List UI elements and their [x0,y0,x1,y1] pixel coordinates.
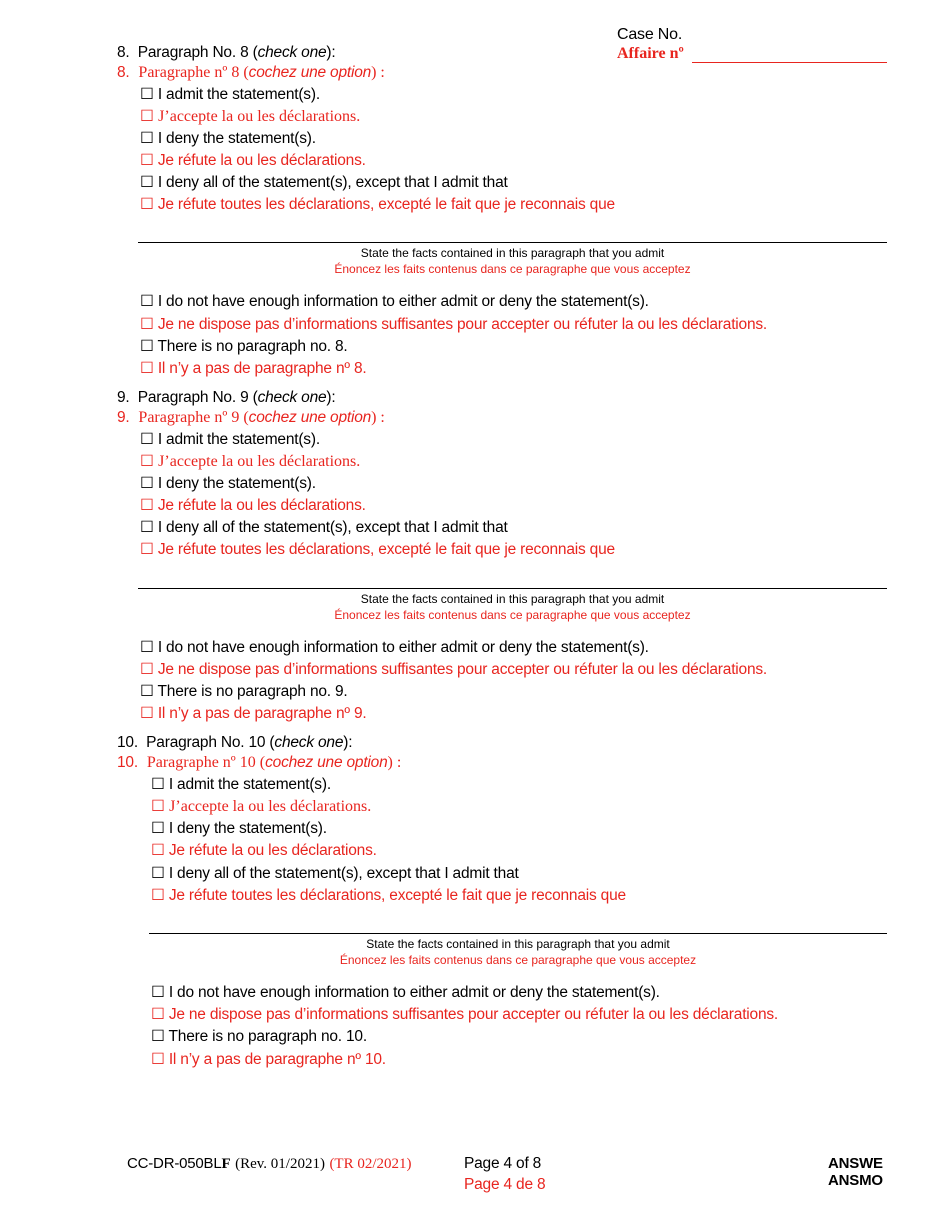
option-nopara-fr[interactable]: ☐ Il n’y a pas de paragraphe nº 8. [140,360,367,377]
option-noinfo-en[interactable]: ☐ I do not have enough information to either admit or deny the statement(s). [151,984,660,1001]
section-title-en: 9. Paragraph No. 9 (check one): [117,389,336,406]
form-title-en: ANSWE [828,1155,883,1172]
option-noinfo-fr[interactable]: ☐ Je ne dispose pas d’informations suffisantes pour accepter ou réfuter la ou les déclarations. [151,1006,779,1023]
option-nopara-en[interactable]: ☐ There is no paragraph no. 10. [151,1028,367,1045]
section-number: 8. [117,44,130,61]
checkbox[interactable]: ☐ [140,174,154,191]
section-number: 10. [117,754,138,771]
option-nopara-en[interactable]: ☐ There is no paragraph no. 9. [140,683,348,700]
checkbox[interactable]: ☐ [151,865,165,882]
option-nopara-fr[interactable]: ☐ Il n’y a pas de paragraphe nº 9. [140,705,367,722]
checkbox[interactable]: ☐ [140,108,154,125]
checkbox[interactable]: ☐ [151,798,165,815]
page-number-en: Page 4 of 8 [464,1155,542,1172]
option-deny-en[interactable]: ☐ I deny the statement(s). [140,475,316,492]
checkbox[interactable]: ☐ [140,541,154,558]
facts-caption-fr: Énoncez les faits contenus dans ce paragraphe que vous acceptez [334,608,691,622]
checkbox[interactable]: ☐ [151,1028,165,1045]
checkbox[interactable]: ☐ [151,984,165,1001]
checkbox[interactable]: ☐ [140,705,154,722]
checkbox[interactable]: ☐ [140,293,154,310]
section-number: 8. [117,64,130,81]
option-admit-fr[interactable]: ☐ J’accepte la ou les déclarations. [140,453,361,470]
facts-input-line[interactable] [138,242,887,243]
checkbox[interactable]: ☐ [140,360,154,377]
option-nopara-fr[interactable]: ☐ Il n’y a pas de paragraphe nº 10. [151,1051,386,1068]
checkbox[interactable]: ☐ [140,86,154,103]
option-noinfo-fr[interactable]: ☐ Je ne dispose pas d’informations suffisantes pour accepter ou réfuter la ou les déclarations. [140,661,768,678]
option-deny-fr[interactable]: ☐ Je réfute la ou les déclarations. [151,842,377,859]
checkbox[interactable]: ☐ [151,1051,165,1068]
section-title-fr: 10. Paragraphe nº 10 (cochez une option) : [117,754,402,771]
checkbox[interactable]: ☐ [140,338,154,355]
option-admit-fr[interactable]: ☐ J’accepte la ou les déclarations. [140,108,361,125]
section-title-fr: 8. Paragraphe nº 8 (cochez une option) : [117,64,385,81]
section-title-en: 8. Paragraph No. 8 (check one): [117,44,336,61]
option-except-en[interactable]: ☐ I deny all of the statement(s), except that I admit that [140,519,508,536]
checkbox[interactable]: ☐ [151,887,165,904]
option-admit-fr[interactable]: ☐ J’accepte la ou les déclarations. [151,798,372,815]
option-noinfo-en[interactable]: ☐ I do not have enough information to either admit or deny the statement(s). [140,639,649,656]
option-admit-en[interactable]: ☐ I admit the statement(s). [151,776,331,793]
option-deny-en[interactable]: ☐ I deny the statement(s). [140,130,316,147]
checkbox[interactable]: ☐ [140,196,154,213]
option-nopara-en[interactable]: ☐ There is no paragraph no. 8. [140,338,348,355]
facts-caption-en: State the facts contained in this paragraph that you admit [366,937,670,951]
checkbox[interactable]: ☐ [151,842,165,859]
option-except-en[interactable]: ☐ I deny all of the statement(s), except that I admit that [140,174,508,191]
checkbox[interactable]: ☐ [140,475,154,492]
form-title-fr: ANSMO [828,1172,883,1189]
option-except-fr[interactable]: ☐ Je réfute toutes les déclarations, excepté le fait que je reconnais que [151,887,626,904]
facts-caption-en: State the facts contained in this paragraph that you admit [360,592,665,606]
checkbox[interactable]: ☐ [140,497,154,514]
page-number-fr: Page 4 de 8 [464,1176,546,1193]
option-noinfo-en[interactable]: ☐ I do not have enough information to either admit or deny the statement(s). [140,293,649,310]
option-deny-fr[interactable]: ☐ Je réfute la ou les déclarations. [140,152,366,169]
checkbox[interactable]: ☐ [151,1006,165,1023]
option-deny-fr[interactable]: ☐ Je réfute la ou les déclarations. [140,497,366,514]
facts-caption-fr: Énoncez les faits contenus dans ce paragraphe que vous acceptez [334,262,691,276]
checkbox[interactable]: ☐ [140,683,154,700]
checkbox[interactable]: ☐ [140,431,154,448]
option-except-en[interactable]: ☐ I deny all of the statement(s), except that I admit that [151,865,519,882]
section-title-en: 10. Paragraph No. 10 (check one): [117,734,353,751]
facts-caption-en: State the facts contained in this paragraph that you admit [360,246,665,260]
checkbox[interactable]: ☐ [140,152,154,169]
facts-input-line[interactable] [138,588,887,589]
checkbox[interactable]: ☐ [140,639,154,656]
option-deny-en[interactable]: ☐ I deny the statement(s). [151,820,327,837]
checkbox[interactable]: ☐ [140,316,154,333]
option-except-fr[interactable]: ☐ Je réfute toutes les déclarations, excepté le fait que je reconnais que [140,541,615,558]
case-label-en: Case No. [617,26,683,43]
checkbox[interactable]: ☐ [140,130,154,147]
form-code: CC-DR-050BLF (Rev. 01/2021) (TR 02/2021) [127,1155,412,1172]
case-number-field[interactable] [692,62,887,63]
option-noinfo-fr[interactable]: ☐ Je ne dispose pas d’informations suffisantes pour accepter ou réfuter la ou les déclarations. [140,316,768,333]
section-number: 10. [117,734,138,751]
option-except-fr[interactable]: ☐ Je réfute toutes les déclarations, excepté le fait que je reconnais que [140,196,615,213]
section-number: 9. [117,409,130,426]
option-admit-en[interactable]: ☐ I admit the statement(s). [140,86,320,103]
checkbox[interactable]: ☐ [151,776,165,793]
section-title-fr: 9. Paragraphe nº 9 (cochez une option) : [117,409,385,426]
checkbox[interactable]: ☐ [140,453,154,470]
option-admit-en[interactable]: ☐ I admit the statement(s). [140,431,320,448]
checkbox[interactable]: ☐ [151,820,165,837]
section-number: 9. [117,389,130,406]
facts-input-line[interactable] [149,933,887,934]
facts-caption-fr: Énoncez les faits contenus dans ce paragraphe que vous acceptez [339,953,697,967]
checkbox[interactable]: ☐ [140,519,154,536]
checkbox[interactable]: ☐ [140,661,154,678]
case-label-fr: Affaire nº [617,45,684,62]
